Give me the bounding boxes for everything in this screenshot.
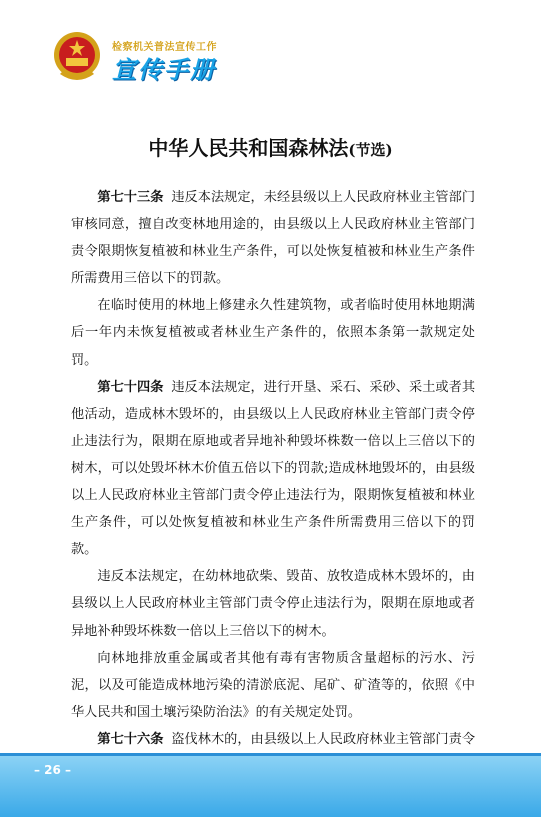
article-number: 第七十六条 — [97, 731, 164, 747]
title-suffix: (节选) — [348, 141, 393, 159]
paragraph-text: 在临时使用的林地上修建永久性建筑物，或者临时使用林地期满后一年内未恢复植被或者林业生产条件的，依照本条第一款规定处罚。 — [71, 298, 475, 368]
footer-band — [0, 753, 541, 817]
header — [0, 0, 541, 100]
title-main: 中华人民共和国森林法 — [148, 136, 349, 160]
article-number: 第七十三条 — [97, 190, 164, 205]
national-emblem-icon — [52, 30, 102, 84]
article-number: 第七十四条 — [97, 379, 164, 395]
paragraph — [71, 292, 475, 373]
paragraph-text: 向林地排放重金属或者其他有毒有害物质含量超标的污水、污泥，以及可能造成林地污染的清淤底泥、尾矿、矿渣等的，依照《中华人民共和国土壤污染防治法》的有关规定处罚。 — [71, 650, 475, 720]
paragraph — [71, 645, 475, 726]
article-body — [71, 184, 475, 807]
paragraph-text: 违反本法规定，未经县级以上人民政府林业主管部门审核同意，擅自改变林地用途的，由县级以上人民政府林业主管部门责令限期恢复植被和林业生产条件，可以处恢复植被和林业生产条件所需费用三倍以下的罚款。 — [71, 190, 476, 287]
paragraph-text: 违反本法规定，在幼林地砍柴、毁苗、放牧造成林木毁坏的，由县级以上人民政府林业主管部门责令停止违法行为，限期在原地或者异地补种毁坏株数一倍以上三倍以下的树木。 — [71, 569, 475, 639]
paragraph — [71, 374, 475, 564]
brand-subtitle: 检察机关普法宣传工作 — [112, 42, 217, 53]
brand-title: 宣传手册 — [112, 56, 216, 84]
paragraph-text: 违反本法规定，进行开垦、采石、采砂、采土或者其他活动，造成林木毁坏的，由县级以上人民政府林业主管部门责令停止违法行为，限期在原地或者异地补种毁坏株数一倍以上三倍以下的树木，可以处毁坏林木价值五倍以下的罚款;造成林地毁坏的，由县级以上人民政府林业主管部门责令停止违法行为，限期恢复植被和林业生产条件，可以处恢复植被和林业生产条件所需费用三倍以下的罚款。 — [71, 379, 476, 558]
paragraph-text: 盗伐林木的，由县级以上人民政府林业主管部门责令 — [171, 731, 476, 747]
page-title — [0, 132, 541, 161]
page-number: – 26 – — [34, 763, 72, 777]
paragraph — [71, 563, 475, 644]
footer-divider — [0, 753, 541, 756]
paragraph — [71, 184, 475, 292]
